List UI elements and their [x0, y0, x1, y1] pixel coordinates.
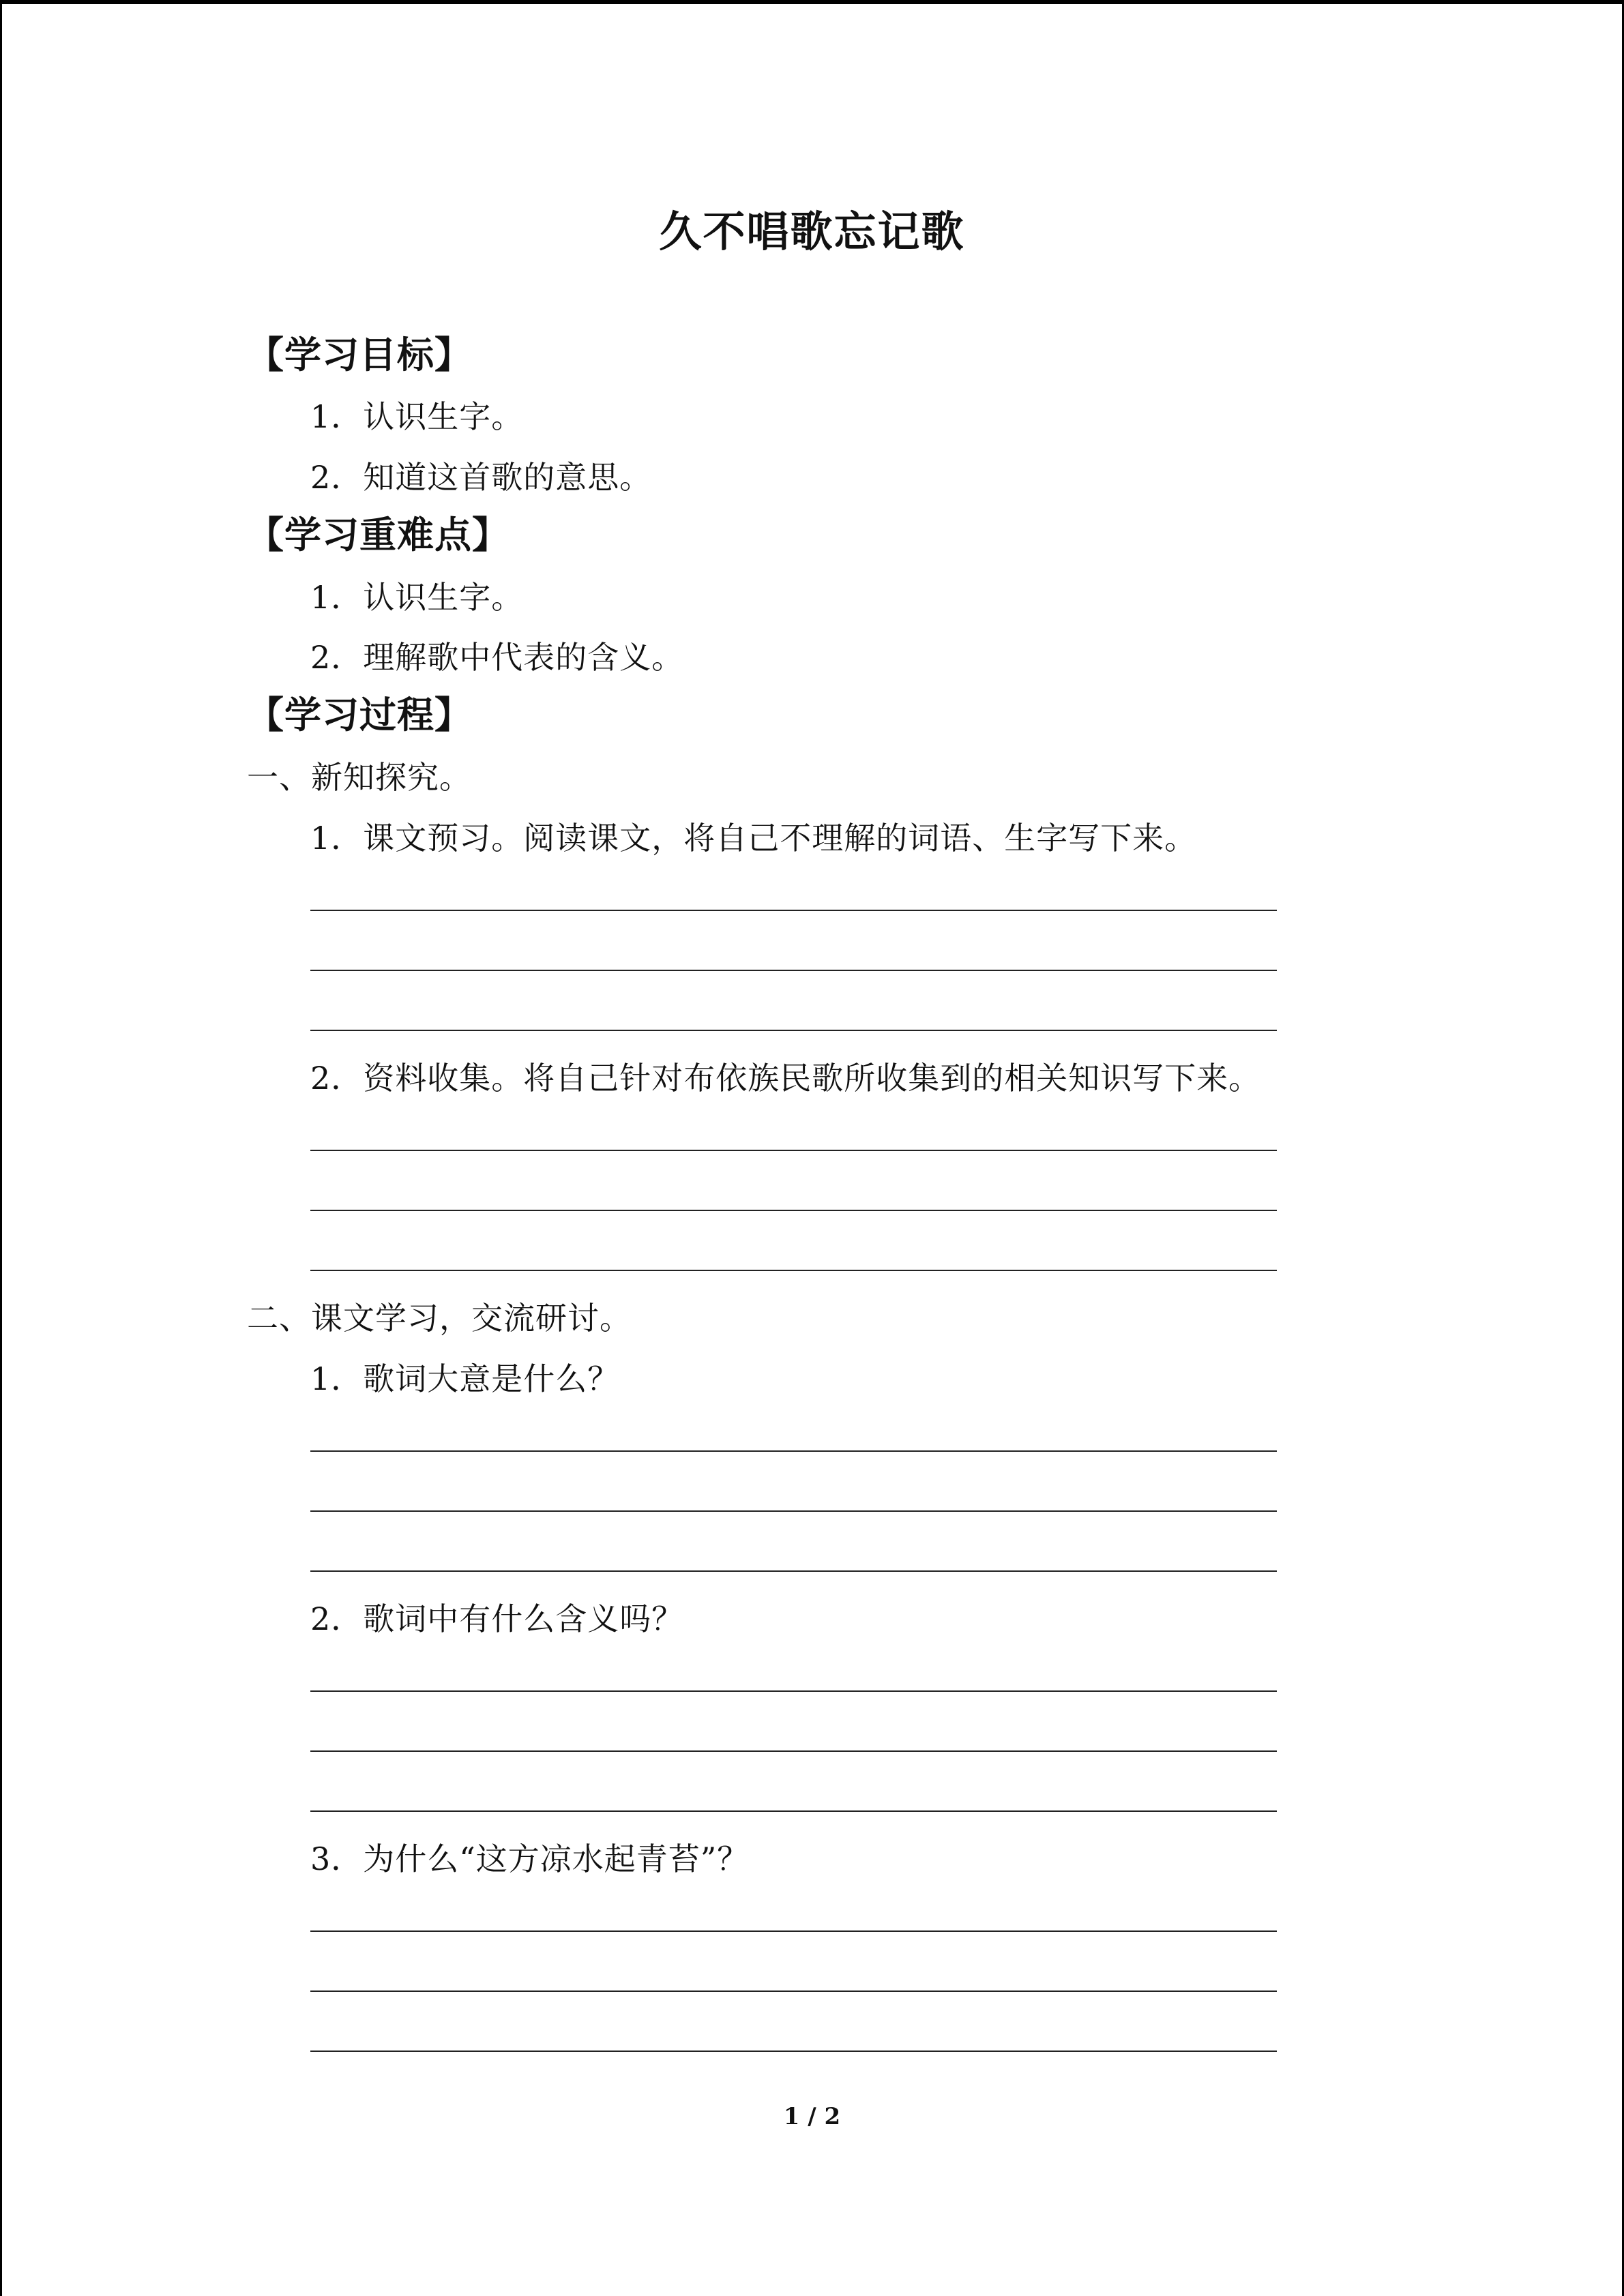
answer-line[interactable] [310, 1810, 1277, 1812]
key-point-item-2: 2．理解歌中代表的含义。 [310, 639, 684, 676]
objective-item-1: 1．认识生字。 [310, 398, 524, 435]
objective-item-2: 2．知道这首歌的意思。 [310, 459, 652, 496]
answer-line[interactable] [310, 1030, 1277, 1031]
part2-question-1: 1．歌词大意是什么？ [310, 1360, 620, 1397]
objectives-heading: 【学习目标】 [247, 333, 472, 376]
answer-line[interactable] [310, 910, 1277, 911]
answer-line[interactable] [310, 1210, 1277, 1211]
part2-heading: 二、课文学习，交流研讨。 [247, 1300, 632, 1337]
answer-line[interactable] [310, 1450, 1277, 1452]
part1-heading: 一、新知探究。 [247, 759, 471, 796]
answer-line[interactable] [310, 1510, 1277, 1512]
key-points-heading: 【学习重难点】 [247, 513, 510, 556]
page-left-border [0, 0, 2, 2296]
page-number: 1 / 2 [783, 2103, 841, 2130]
answer-line[interactable] [310, 1750, 1277, 1752]
answer-line[interactable] [310, 1570, 1277, 1572]
part2-question-3: 3．为什么“这方凉水起青苔”？ [310, 1840, 750, 1877]
part2-question-2: 2．歌词中有什么含义吗？ [310, 1600, 684, 1637]
answer-line[interactable] [310, 1991, 1277, 1992]
document-title: 久不唱歌忘记歌 [659, 207, 965, 256]
answer-line[interactable] [310, 1150, 1277, 1151]
part1-question-2: 2．资料收集。将自己针对布依族民歌所收集到的相关知识写下来。 [310, 1060, 1261, 1097]
answer-line[interactable] [310, 970, 1277, 971]
process-heading: 【学习过程】 [247, 694, 472, 736]
answer-line[interactable] [310, 1690, 1277, 1692]
page-top-border [0, 0, 1624, 4]
part1-question-1: 1．课文预习。阅读课文，将自己不理解的词语、生字写下来。 [310, 820, 1197, 856]
answer-line[interactable] [310, 1270, 1277, 1271]
answer-line[interactable] [310, 2051, 1277, 2052]
key-point-item-1: 1．认识生字。 [310, 579, 524, 616]
answer-line[interactable] [310, 1930, 1277, 1932]
